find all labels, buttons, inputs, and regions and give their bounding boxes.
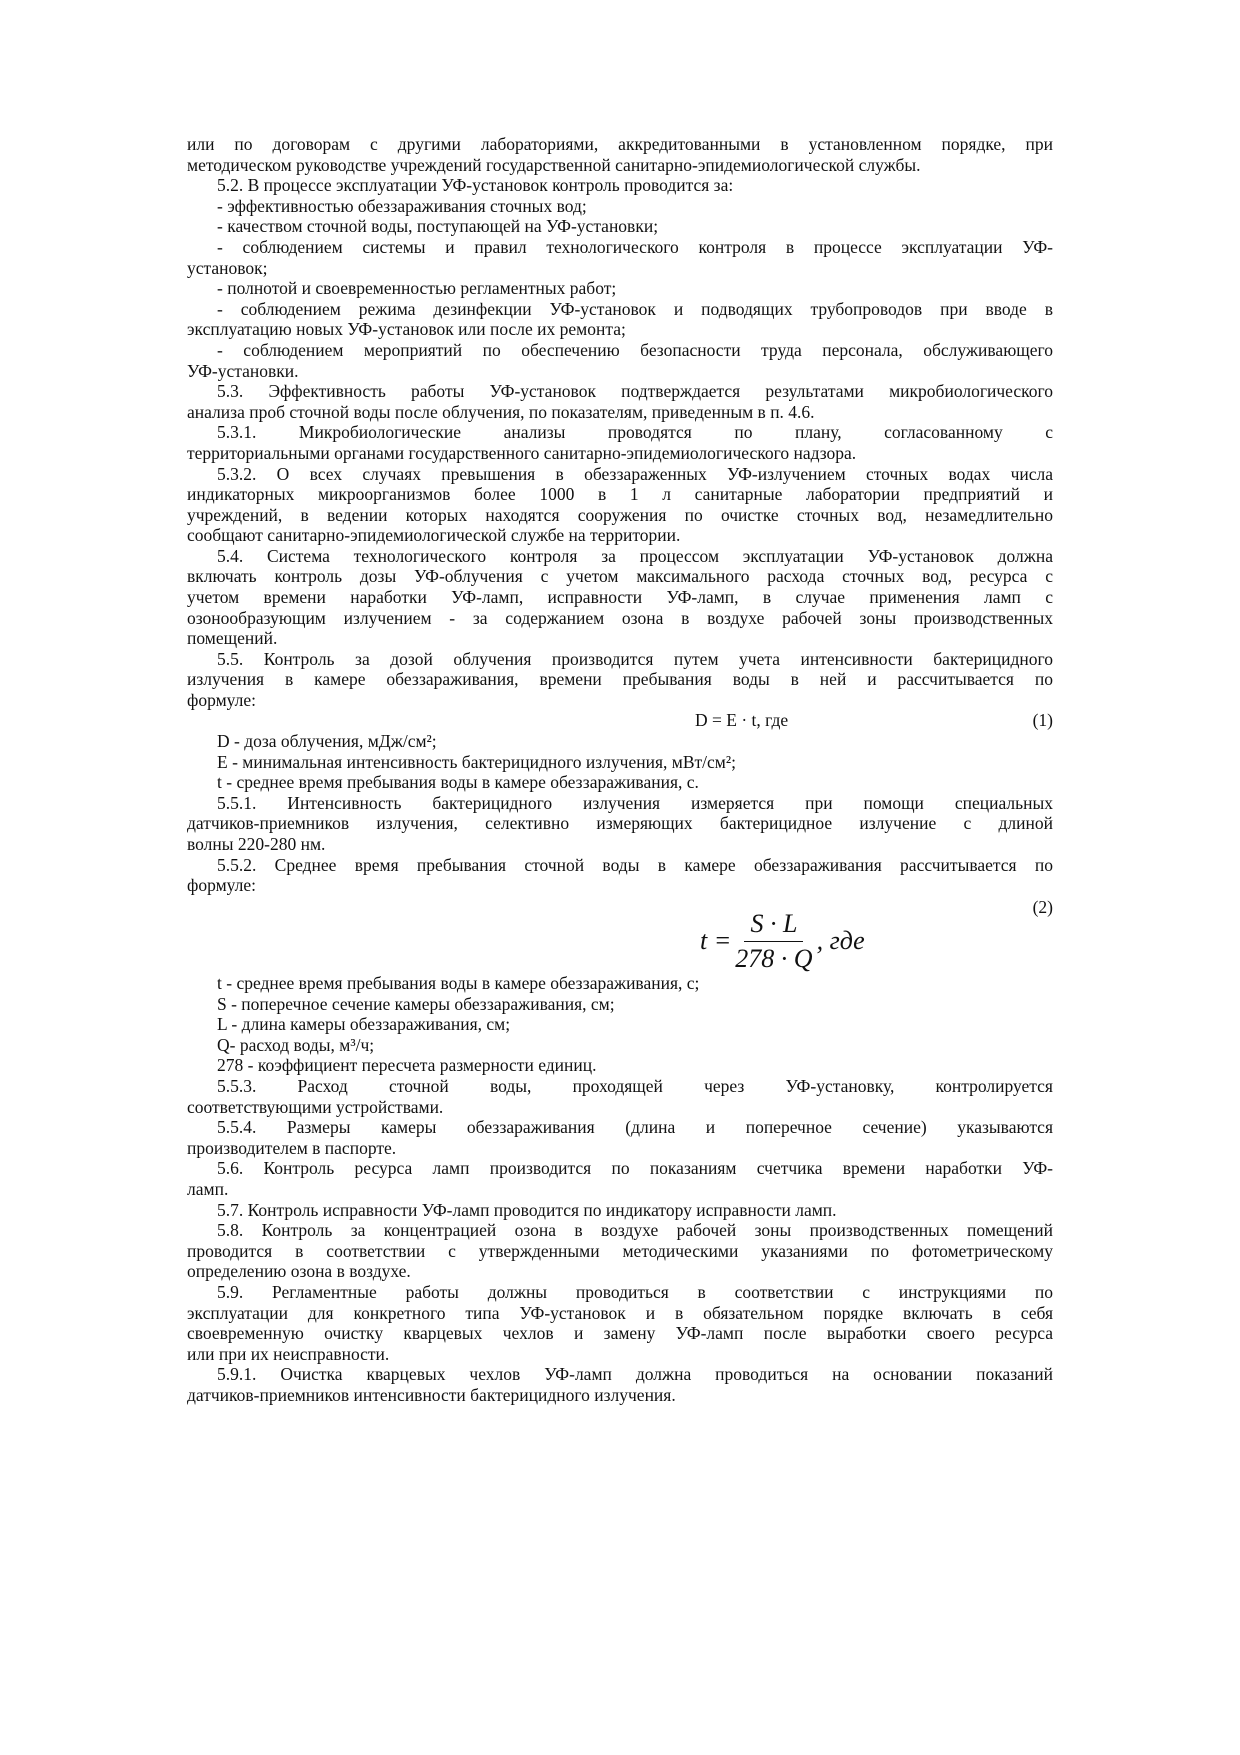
text-line: территориальными органами государственного санитарно-эпидемиологического надзора. [187, 442, 857, 463]
formula-1-expression: D = E · t, где [695, 710, 789, 730]
formula-2-suffix: , где [816, 926, 865, 955]
paragraph [187, 1282, 1053, 1364]
text-line: учетом времени наработки УФ-ламп, исправности УФ-ламп, в случае применения ламп с [187, 587, 1053, 608]
text-line: своевременную очистку кварцевых чехлов и замену УФ-ламп после выработки своего ресурса [187, 1323, 1053, 1344]
text-line: включать контроль дозы УФ-облучения с учетом максимального расхода сточных вод, ресурса с [187, 566, 1053, 587]
document-text-section-1 [187, 134, 1053, 711]
paragraph [187, 649, 1053, 711]
text-line: формуле: [187, 690, 256, 711]
formula-2-number: (2) [1032, 897, 1053, 917]
paragraph [187, 237, 1053, 278]
text-line: S - поперечное сечение камеры обеззараживания, см; [217, 993, 615, 1014]
text-line: ламп. [187, 1178, 229, 1199]
text-line: 5.5.3. Расход сточной воды, проходящей через УФ-установку, контролируется [217, 1075, 1053, 1096]
paragraph [187, 752, 1053, 773]
paragraph [187, 546, 1053, 649]
text-line: эксплуатацию новых УФ-установок или после их ремонта; [187, 319, 626, 340]
paragraph [187, 1220, 1053, 1282]
text-line: - эффективностью обеззараживания сточных вод; [217, 195, 587, 216]
text-line: Q- расход воды, м³/ч; [217, 1034, 375, 1055]
text-line: или при их неисправности. [187, 1343, 390, 1364]
paragraph [187, 175, 1053, 196]
text-line: 5.2. В процессе эксплуатации УФ-установок контроль проводится за: [217, 175, 734, 196]
paragraph [187, 994, 1053, 1015]
text-line: 5.3. Эффективность работы УФ-установок подтверждается результатами микробиологического [217, 381, 1053, 402]
paragraph [187, 1076, 1053, 1117]
paragraph [187, 793, 1053, 855]
paragraph [187, 772, 1053, 793]
text-line: t - среднее время пребывания воды в камере обеззараживания, с; [217, 973, 700, 993]
text-line: t - среднее время пребывания воды в камере обеззараживания, с. [217, 772, 699, 793]
text-line: 5.8. Контроль за концентрацией озона в воздухе рабочей зоны производственных помещений [217, 1220, 1053, 1241]
formula-2-lhs: t = [700, 926, 732, 955]
text-line: анализа проб сточной воды после облучения, по показателям, приведенным в п. 4.6. [187, 401, 815, 422]
paragraph [187, 216, 1053, 237]
text-line: датчиков-приемников излучения, селективно измеряющих бактерицидное излучение с длиной [187, 813, 1053, 834]
text-line: 5.9. Регламентные работы должны проводиться в соответствии с инструкциями по [217, 1281, 1053, 1302]
paragraph [187, 1035, 1053, 1056]
text-line: 5.5.4. Размеры камеры обеззараживания (длина и поперечное сечение) указываются [217, 1117, 1053, 1138]
paragraph [187, 422, 1053, 463]
text-line: проводится в соответствии с утвержденными методическими указаниями по фотометрическому [187, 1240, 1053, 1261]
paragraph [187, 1158, 1053, 1199]
text-line: излучения в камере обеззараживания, времени пребывания воды в ней и рассчитывается по [187, 669, 1053, 690]
text-line: 5.5. Контроль за дозой облучения производится путем учета интенсивности бактерицидного [217, 648, 1053, 669]
formula-2-fraction [735, 909, 812, 974]
text-line: или по договорам с другими лабораториями, аккредитованными в установленном порядке, при [187, 134, 1053, 154]
text-line: 5.9.1. Очистка кварцевых чехлов УФ-ламп должна проводиться на основании показаний [217, 1364, 1053, 1385]
text-line: производителем в паспорте. [187, 1137, 397, 1158]
text-line: озонообразующим излучением - за содержанием озона в воздухе рабочей зоны производственных [187, 607, 1053, 628]
text-line: методическом руководстве учреждений государственной санитарно-эпидемиологической службы. [187, 154, 921, 175]
paragraph [187, 299, 1053, 340]
text-line: - соблюдением системы и правил технологического контроля в процессе эксплуатации УФ- [217, 236, 1053, 257]
paragraph [187, 464, 1053, 546]
paragraph [187, 381, 1053, 422]
text-line: - соблюдением режима дезинфекции УФ-установок и подводящих трубопроводов при вводе в [217, 298, 1053, 319]
text-line: индикаторных микроорганизмов более 1000 в 1 л санитарные лаборатории предприятий и [187, 484, 1053, 505]
formula-2-numerator: S · L [744, 909, 803, 942]
text-line: 5.7. Контроль исправности УФ-ламп проводится по индикатору исправности ламп. [217, 1199, 837, 1220]
text-line: 278 - коэффициент пересчета размерности единиц. [217, 1055, 597, 1076]
text-line: сообщают санитарно-эпидемиологической службе на территории. [187, 525, 681, 546]
text-line: соответствующими устройствами. [187, 1096, 444, 1117]
paragraph [187, 1117, 1053, 1158]
text-line: УФ-установки. [187, 360, 299, 381]
paragraph [187, 731, 1053, 752]
text-line: датчиков-приемников интенсивности бактерицидного излучения. [187, 1384, 676, 1405]
document-text-section-3 [187, 973, 1053, 1405]
text-line: - соблюдением мероприятий по обеспечению безопасности труда персонала, обслуживающего [217, 339, 1053, 360]
text-line: помещений. [187, 628, 278, 649]
text-line: формуле: [187, 875, 256, 896]
text-line: учреждений, в ведении которых находятся сооружения по очистке сточных вод, незамедлительно [187, 504, 1053, 525]
text-line: волны 220-280 нм. [187, 833, 326, 854]
paragraph [187, 340, 1053, 381]
text-line: установок; [187, 257, 268, 278]
text-line: - качеством сточной воды, поступающей на УФ-установки; [217, 216, 659, 237]
text-line: D - доза облучения, мДж/см²; [217, 731, 437, 751]
text-line: эксплуатации для конкретного типа УФ-установок и в обязательном порядке включать в себя [187, 1302, 1053, 1323]
text-line: 5.6. Контроль ресурса ламп производится по показаниям счетчика времени наработки УФ- [217, 1158, 1053, 1179]
paragraph [187, 855, 1053, 896]
paragraph [187, 1364, 1053, 1405]
paragraph [187, 278, 1053, 299]
text-line: 5.5.1. Интенсивность бактерицидного излучения измеряется при помощи специальных [217, 792, 1053, 813]
paragraph [187, 973, 1053, 994]
formula-2-number-line [187, 897, 1053, 918]
text-line: E - минимальная интенсивность бактерицидного излучения, мВт/см²; [217, 751, 736, 772]
paragraph [187, 1200, 1053, 1221]
text-line: 5.4. Система технологического контроля за процессом эксплуатации УФ-установок должна [217, 545, 1053, 566]
paragraph [187, 1055, 1053, 1076]
formula-2-denominator: 278 · Q [735, 943, 813, 973]
paragraph [187, 1014, 1053, 1035]
paragraph [187, 134, 1053, 175]
text-line: - полнотой и своевременностью регламентных работ; [217, 278, 617, 299]
formula-2 [700, 910, 865, 972]
text-line: 5.3.1. Микробиологические анализы проводятся по плану, согласованному с [217, 422, 1053, 443]
paragraph [187, 196, 1053, 217]
text-line: L - длина камеры обеззараживания, см; [217, 1014, 511, 1035]
formula-1-number: (1) [1032, 710, 1053, 730]
text-line: определению озона в воздухе. [187, 1261, 411, 1282]
text-line: 5.3.2. О всех случаях превышения в обеззараженных УФ-излучением сточных водах числа [217, 463, 1053, 484]
formula-1 [187, 710, 1053, 731]
document-text-section-2 [187, 731, 1053, 896]
text-line: 5.5.2. Среднее время пребывания сточной воды в камере обеззараживания рассчитывается по [217, 854, 1053, 875]
